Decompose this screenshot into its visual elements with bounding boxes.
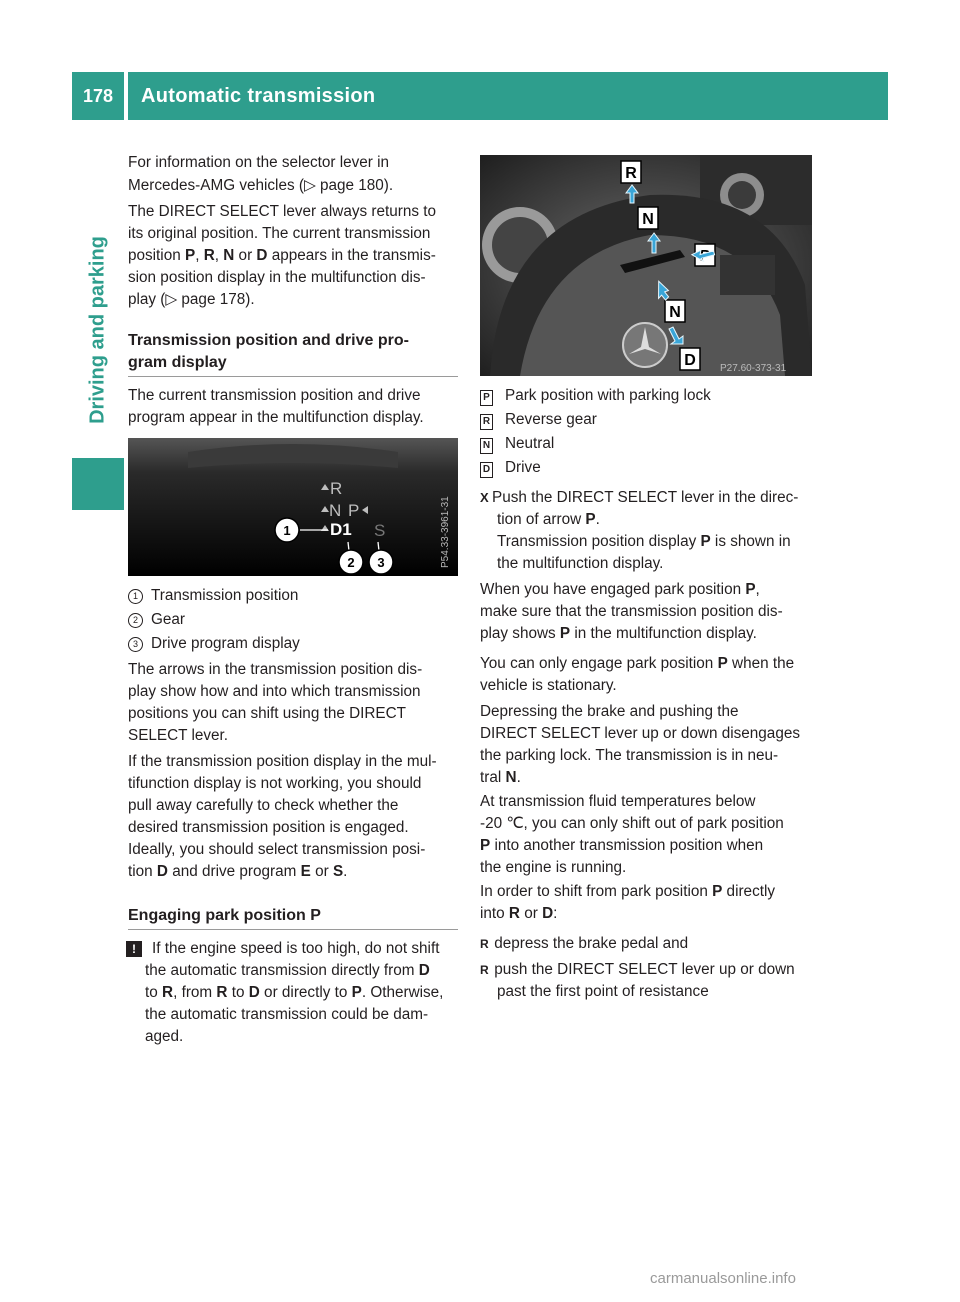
para-arrows-3: positions you can shift using the DIRECT — [128, 705, 407, 722]
steering-wheel-figure — [480, 155, 812, 376]
heading-display-1: Transmission position and drive pro- — [128, 332, 409, 349]
heading-display-2: gram display — [128, 354, 227, 371]
page-number: 178 — [82, 85, 114, 106]
fig-label-n-bottom: N — [669, 304, 681, 321]
fig-label-r: R — [625, 165, 637, 182]
multifunction-display-figure — [128, 438, 458, 576]
step-line-1: X Push the DIRECT SELECT lever in the direc- — [480, 487, 798, 509]
bullet-item-1: R depress the brake pedal and — [480, 933, 688, 955]
bullet-item-2-cont: past the first point of resistance — [497, 983, 709, 1000]
display-n: N — [329, 501, 342, 520]
key-p-icon: P — [480, 390, 493, 406]
warning-icon: ! — [126, 941, 142, 957]
para-arrows-4: SELECT lever. — [128, 727, 229, 744]
para-notworking-5: Ideally, you should select transmission posi- — [128, 841, 426, 858]
figure-code-1: P54.33-3961-31 — [440, 496, 451, 568]
svg-text:3: 3 — [377, 555, 385, 570]
key-d-icon: D — [480, 462, 493, 478]
legend-item-3: 3 Drive program display — [128, 633, 300, 655]
legend-item-2: 2 Gear — [128, 609, 185, 631]
page-title: Automatic transmission — [141, 84, 376, 107]
key-n-icon: N — [480, 438, 493, 454]
warning-line-1: ! If the engine speed is too high, do not shift — [126, 938, 439, 960]
para-arrows-1: The arrows in the transmission position dis- — [128, 661, 423, 678]
para-temp-4: the engine is running. — [480, 859, 627, 876]
step-line-2: tion of arrow P. — [497, 511, 600, 528]
svg-text:1: 1 — [283, 523, 291, 538]
display-s: S — [374, 521, 386, 540]
fig-label-n-top: N — [642, 211, 654, 228]
display-d: D1 — [330, 520, 352, 539]
warning-line-2: the automatic transmission directly from D — [145, 962, 430, 979]
section-marker — [72, 458, 124, 510]
header-separator — [124, 72, 128, 120]
para-lever-line-4: sion position display in the multifunction dis- — [128, 269, 426, 286]
para-depress-2: DIRECT SELECT lever up or down disengages — [480, 725, 800, 742]
display-r: R — [330, 479, 343, 498]
para-notworking-4: desired transmission position is engaged. — [128, 819, 409, 836]
warning-line-4: the automatic transmission could be dam- — [145, 1006, 429, 1023]
para-current-line-1: The current transmission position and drive — [128, 387, 421, 404]
para-notworking-2: tifunction display is not working, you should — [128, 775, 422, 792]
para-current-line-2: program appear in the multifunction display. — [128, 409, 424, 426]
footer-watermark: carmanualsonline.info — [650, 1270, 796, 1287]
para-depress-4: tral N. — [480, 769, 521, 786]
key-item-d: D Drive — [480, 457, 541, 479]
bullet-item-2: R push the DIRECT SELECT lever up or down — [480, 959, 795, 981]
para-lever-line-5: play (▷ page 178). — [128, 291, 255, 308]
section-label-text: Driving and parking — [86, 236, 109, 424]
figure-code-2: P27.60-373-31 — [720, 363, 787, 374]
section-side-label — [72, 180, 124, 480]
key-item-p: P Park position with parking lock — [480, 385, 711, 407]
legend-item-1: 1 Transmission position — [128, 585, 298, 607]
svg-text:2: 2 — [347, 555, 355, 570]
para-shift-1: In order to shift from park position P directly — [480, 883, 776, 900]
para-info-line-2: Mercedes-AMG vehicles (▷ page 180). — [128, 177, 394, 194]
fig-label-d: D — [684, 352, 696, 369]
para-engaged-1: When you have engaged park position P, — [480, 581, 760, 598]
heading-park: Engaging park position P — [128, 907, 321, 924]
key-item-n: N Neutral — [480, 433, 554, 455]
para-arrows-2: play show how and into which transmission — [128, 683, 421, 700]
para-temp-1: At transmission fluid temperatures below — [480, 793, 756, 810]
heading-rule-2 — [128, 929, 458, 930]
step-x-icon: X — [480, 490, 489, 505]
para-notworking-6: tion D and drive program E or S. — [128, 863, 348, 880]
heading-rule-1 — [128, 376, 458, 377]
key-item-r: R Reverse gear — [480, 409, 597, 431]
step-line-3: Transmission position display P is shown in — [497, 533, 791, 550]
para-notworking-1: If the transmission position display in the mul- — [128, 753, 437, 770]
key-r-icon: R — [480, 414, 493, 430]
para-depress-3: the parking lock. The transmission is in neu- — [480, 747, 779, 764]
para-notworking-3: pull away carefully to check whether the — [128, 797, 399, 814]
display-p: P — [348, 501, 360, 520]
warning-line-3: to R, from R to D or directly to P. Otherwise, — [145, 984, 444, 1001]
para-engaged-2: make sure that the transmission position dis- — [480, 603, 783, 620]
para-lever-line-2: its original position. The current transmission — [128, 225, 431, 242]
para-lever-line-3: position P, R, N or D appears in the transmis- — [128, 247, 436, 264]
warning-line-5: aged. — [145, 1028, 184, 1045]
para-stationary-1: You can only engage park position P when the — [480, 655, 795, 672]
para-stationary-2: vehicle is stationary. — [480, 677, 617, 694]
para-depress-1: Depressing the brake and pushing the — [480, 703, 739, 720]
para-shift-2: into R or D: — [480, 905, 558, 922]
para-info-line-1: For information on the selector lever in — [128, 154, 390, 171]
para-temp-3: P into another transmission position when — [480, 837, 764, 854]
para-lever-line-1: The DIRECT SELECT lever always returns to — [128, 203, 437, 220]
bullet-icon: R — [480, 937, 489, 951]
para-temp-2: -20 ℃, you can only shift out of park position — [480, 815, 784, 832]
para-engaged-3: play shows P in the multifunction display. — [480, 625, 757, 642]
bullet-icon: R — [480, 963, 489, 977]
step-line-4: the multifunction display. — [497, 555, 664, 572]
